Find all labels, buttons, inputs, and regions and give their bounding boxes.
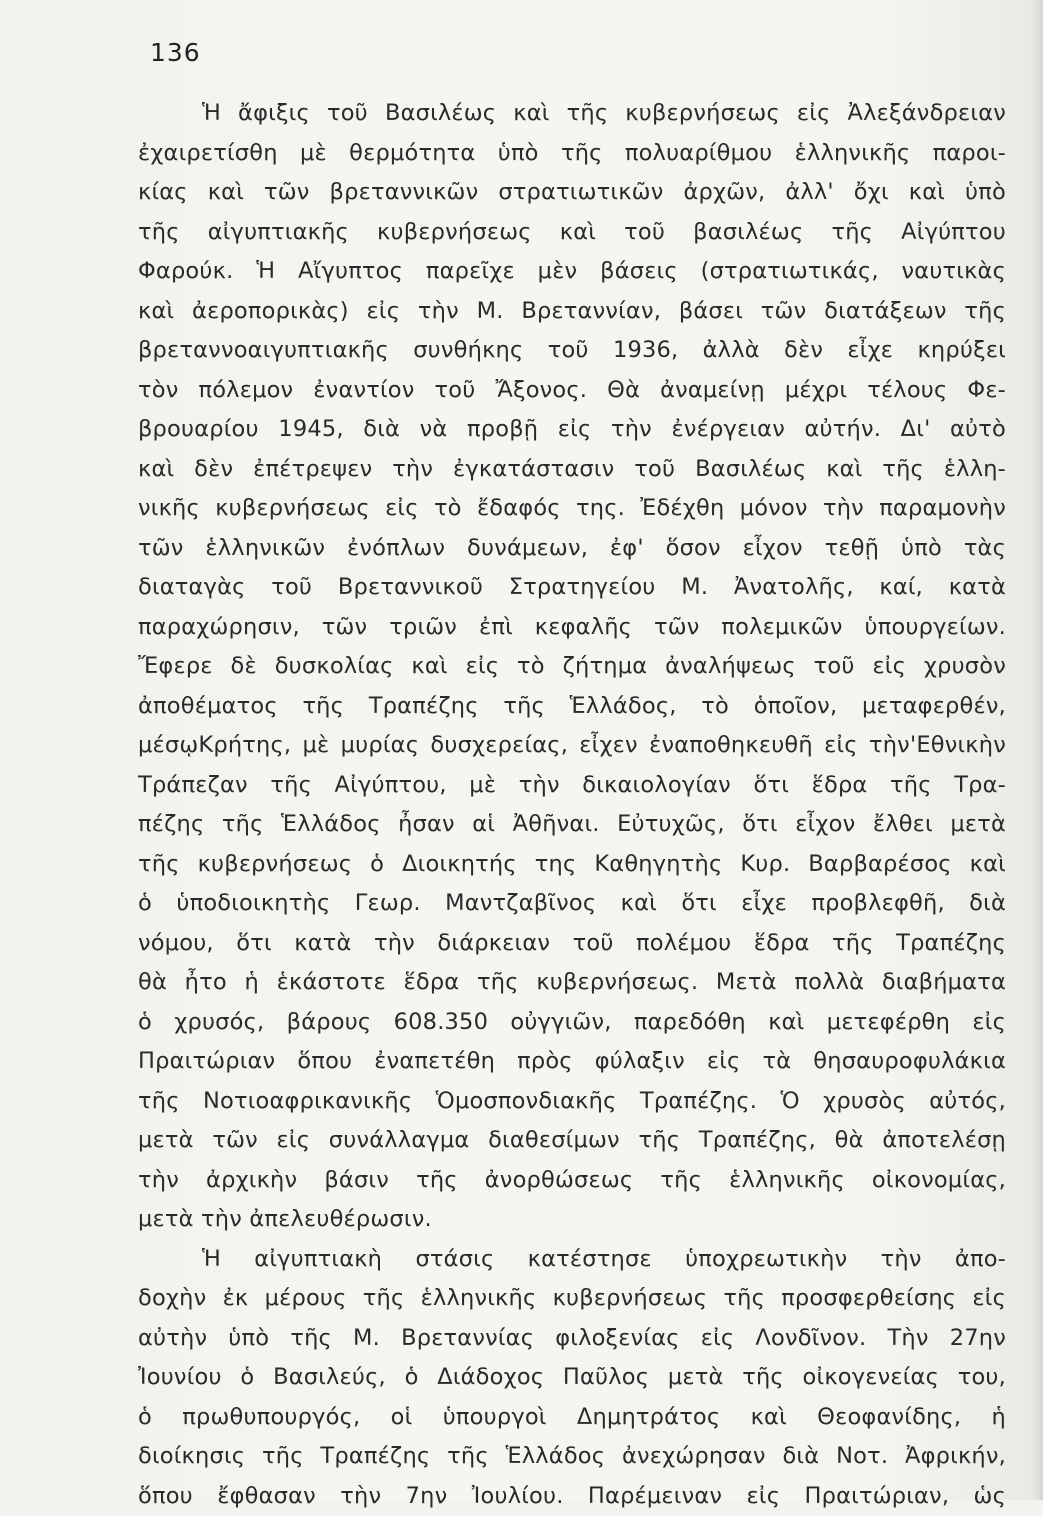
text-line: Ἰουνίου ὁ Βασιλεύς, ὁ Διάδοχος Παῦλος μετὰ τῆς οἰκογενείας του, [138, 1358, 1006, 1398]
text-line: μετὰ τῶν εἰς συνάλλαγμα διαθεσίμων τῆς Τραπέζης, θὰ ἀποτελέσῃ [138, 1121, 1006, 1161]
text-line: δοχὴν ἐκ μέρους τῆς ἑλληνικῆς κυβερνήσεως τῆς προσφερθείσης εἰς [138, 1279, 1006, 1319]
text-line: τῆς Νοτιοαφρικανικῆς Ὁμοσπονδιακῆς Τραπέζης. Ὁ χρυσὸς αὐτός, [138, 1082, 1006, 1122]
page-number: 136 [150, 38, 201, 67]
text-line: μέσῳΚρήτης, μὲ μυρίας δυσχερείας, εἶχεν ἐναποθηκευθῆ εἰς τὴν'Εθνικὴν [138, 726, 1006, 766]
text-line: καὶ ἀεροπορικὰς) εἰς τὴν Μ. Βρεταννίαν, βάσει τῶν διατάξεων τῆς [138, 292, 1006, 332]
text-line: Ἔφερε δὲ δυσκολίας καὶ εἰς τὸ ζήτημα ἀναλήψεως τοῦ εἰς χρυσὸν [138, 647, 1006, 687]
text-line: νόμου, ὅτι κατὰ τὴν διάρκειαν τοῦ πολέμου ἕδρα τῆς Τραπέζης [138, 924, 1006, 964]
text-line: Ἡ ἄφιξις τοῦ Βασιλέως καὶ τῆς κυβερνήσεως εἰς Ἀλεξάνδρειαν [138, 94, 1006, 134]
text-line: ὁ ὑποδιοικητὴς Γεωρ. Μαντζαβῖνος καὶ ὅτι εἶχε προβλεφθῆ, διὰ [138, 884, 1006, 924]
text-line: τὴν ἀρχικὴν βάσιν τῆς ἀνορθώσεως τῆς ἑλληνικῆς οἰκονομίας, [138, 1161, 1006, 1201]
text-line: νικῆς κυβερνήσεως εἰς τὸ ἔδαφός της. Ἐδέχθη μόνον τὴν παραμονὴν [138, 489, 1006, 529]
text-line: μετὰ τὴν ἀπελευθέρωσιν. [138, 1200, 1006, 1240]
text-line: Πραιτώριαν ὅπου ἐναπετέθη πρὸς φύλαξιν εἰς τὰ θησαυροφυλάκια [138, 1042, 1006, 1082]
text-line: πέζης τῆς Ἑλλάδος ἦσαν αἱ Ἀθῆναι. Εὐτυχῶς, ὅτι εἶχον ἔλθει μετὰ [138, 805, 1006, 845]
text-line: τῆς κυβερνήσεως ὁ Διοικητής της Καθηγητὴς Κυρ. Βαρβαρέσος καὶ [138, 845, 1006, 885]
text-line: Ἡ αἰγυπτιακὴ στάσις κατέστησε ὑποχρεωτικὴν τὴν ἀπο- [138, 1240, 1006, 1280]
text-line: βρεταννοαιγυπτιακῆς συνθήκης τοῦ 1936, ἀλλὰ δὲν εἶχε κηρύξει [138, 331, 1006, 371]
text-line: Φαρούκ. Ἡ Αἴγυπτος παρεῖχε μὲν βάσεις (στρατιωτικάς, ναυτικὰς [138, 252, 1006, 292]
text-line: διαταγὰς τοῦ Βρεταννικοῦ Στρατηγείου Μ. Ἀνατολῆς, καί, κατὰ [138, 568, 1006, 608]
body-text [138, 94, 1006, 1516]
text-line: αὐτὴν ὑπὸ τῆς Μ. Βρεταννίας φιλοξενίας εἰς Λονδῖνον. Τὴν 27ην [138, 1319, 1006, 1359]
text-line: ἐχαιρετίσθη μὲ θερμότητα ὑπὸ τῆς πολυαρίθμου ἑλληνικῆς παροι- [138, 134, 1006, 174]
page-edge-shadow [1031, 0, 1043, 1500]
text-line: τὸν πόλεμον ἐναντίον τοῦ Ἄξονος. Θὰ ἀναμείνῃ μέχρι τέλους Φε- [138, 371, 1006, 411]
text-line: βρουαρίου 1945, διὰ νὰ προβῇ εἰς τὴν ἐνέργειαν αὐτήν. Δι' αὐτὸ [138, 410, 1006, 450]
text-line: τῶν ἑλληνικῶν ἐνόπλων δυνάμεων, ἐφ' ὅσον εἶχον τεθῇ ὑπὸ τὰς [138, 529, 1006, 569]
text-line: ὁ χρυσός, βάρους 608.350 οὐγγιῶν, παρεδόθη καὶ μετεφέρθη εἰς [138, 1003, 1006, 1043]
text-line: παραχώρησιν, τῶν τριῶν ἐπὶ κεφαλῆς τῶν πολεμικῶν ὑπουργείων. [138, 608, 1006, 648]
text-line: ἀποθέματος τῆς Τραπέζης τῆς Ἑλλάδος, τὸ ὁποῖον, μεταφερθέν, [138, 687, 1006, 727]
text-line: ὁ πρωθυπουργός, οἱ ὑπουργοὶ Δημητράτος καὶ Θεοφανίδης, ἡ [138, 1398, 1006, 1438]
text-line: Τράπεζαν τῆς Αἰγύπτου, μὲ τὴν δικαιολογίαν ὅτι ἕδρα τῆς Τρα- [138, 766, 1006, 806]
text-line: διοίκησις τῆς Τραπέζης τῆς Ἑλλάδος ἀνεχώρησαν διὰ Νοτ. Ἀφρικήν, [138, 1437, 1006, 1477]
text-line: καὶ δὲν ἐπέτρεψεν τὴν ἐγκατάστασιν τοῦ Βασιλέως καὶ τῆς ἑλλη- [138, 450, 1006, 490]
text-line: κίας καὶ τῶν βρεταννικῶν στρατιωτικῶν ἀρχῶν, ἀλλ' ὄχι καὶ ὑπὸ [138, 173, 1006, 213]
text-line: τῆς αἰγυπτιακῆς κυβερνήσεως καὶ τοῦ βασιλέως τῆς Αἰγύπτου [138, 213, 1006, 253]
text-line: ὅπου ἔφθασαν τὴν 7ην Ἰουλίου. Παρέμειναν εἰς Πραιτώριαν, ὡς [138, 1477, 1006, 1516]
text-line: θὰ ἦτο ἡ ἑκάστοτε ἕδρα τῆς κυβερνήσεως. Μετὰ πολλὰ διαβήματα [138, 963, 1006, 1003]
